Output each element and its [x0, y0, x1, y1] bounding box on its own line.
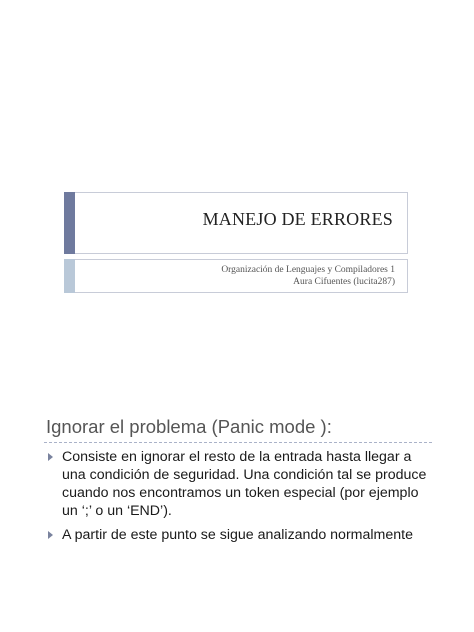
subtitle-box	[64, 259, 408, 293]
subtitle-course: Organización de Lenguajes y Compiladores 1	[221, 265, 395, 275]
bullet-text: Consiste en ignorar el resto de la entrada hasta llegar a una condición de seguridad. Una condición tal se produce cuando nos encontramos un token especial (por ejemplo un ‘;’ o un ‘END’).	[62, 449, 427, 519]
subtitle-author: Aura Cifuentes (lucita287)	[293, 277, 395, 287]
slide-subtitle	[221, 264, 395, 288]
content-heading: Ignorar el problema (Panic mode ):	[46, 416, 332, 437]
title-accent-bar	[64, 192, 75, 254]
subtitle-accent-bar	[64, 259, 75, 293]
heading-divider	[44, 442, 432, 443]
triangle-right-icon	[48, 453, 53, 461]
bullet-item	[46, 448, 436, 520]
bullet-text: A partir de este punto se sigue analizando normalmente	[62, 527, 413, 543]
bullet-list	[46, 448, 436, 550]
triangle-right-icon	[48, 531, 53, 539]
bullet-item	[46, 526, 436, 544]
content-slide	[0, 400, 474, 632]
slide-title: MANEJO DE ERRORES	[202, 209, 393, 229]
title-box	[64, 192, 408, 254]
